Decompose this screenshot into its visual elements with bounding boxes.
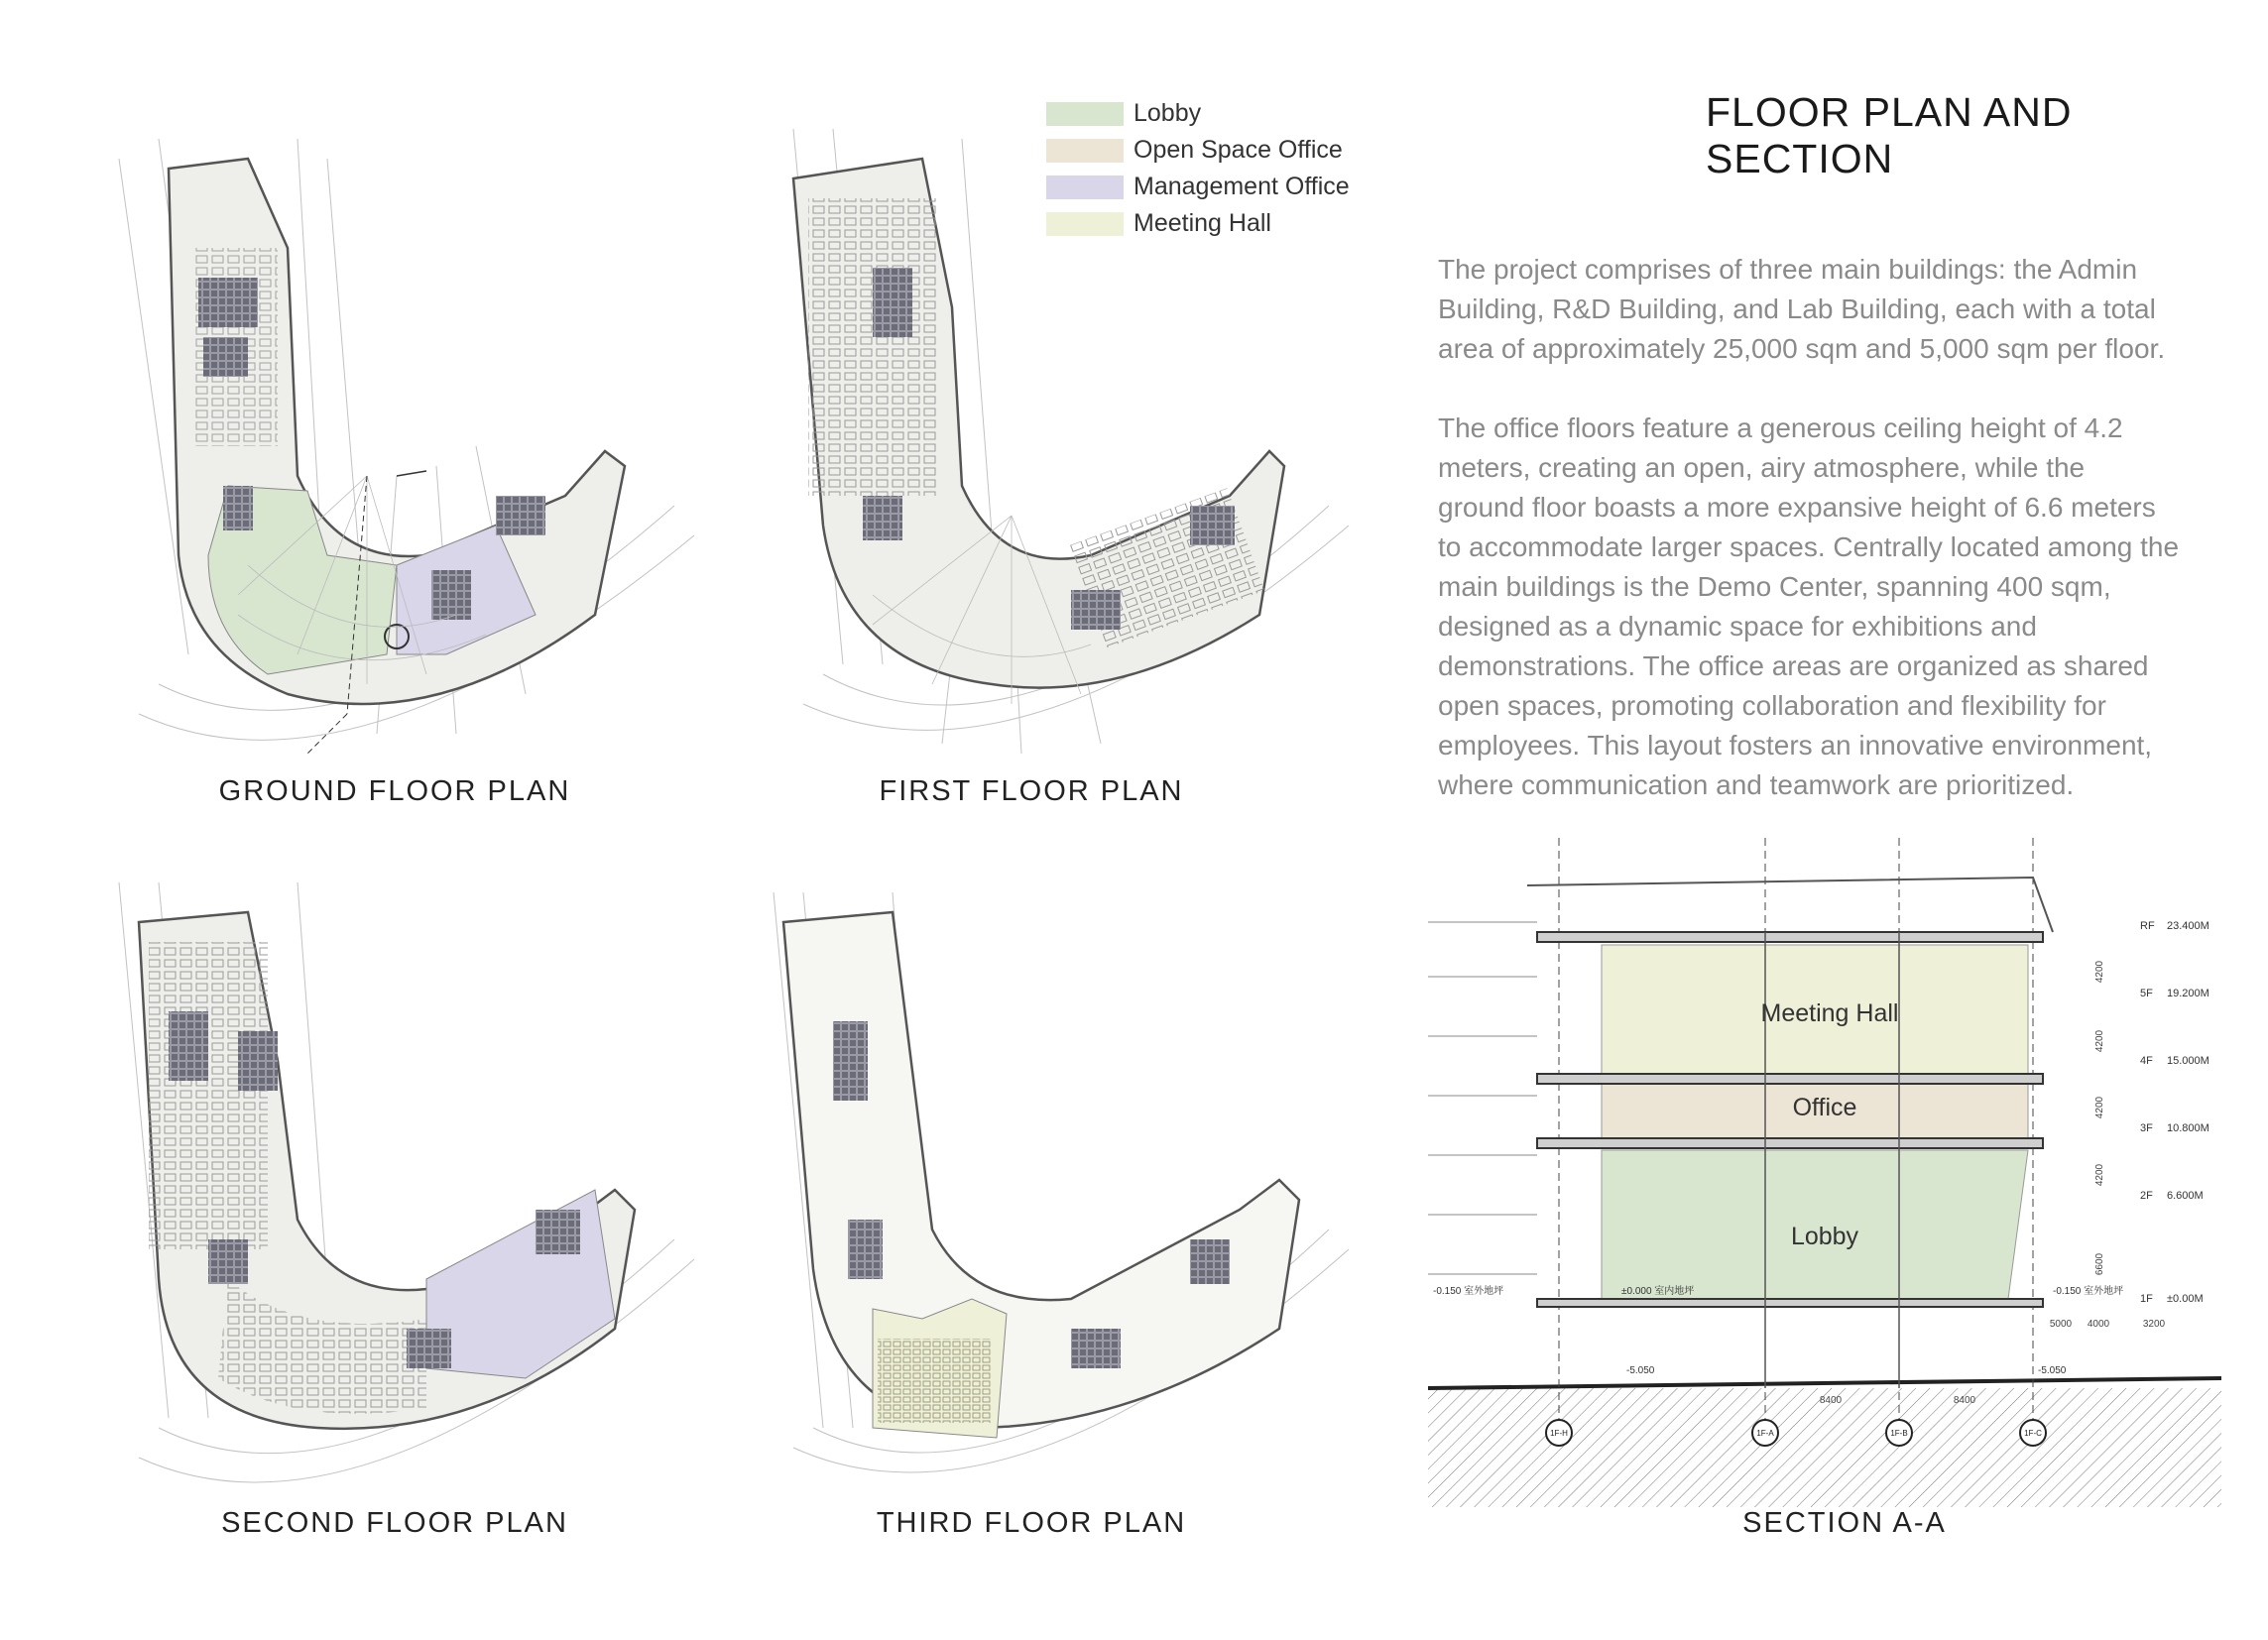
meeting-hall-label: Meeting Hall [1760,999,1899,1027]
level-elev: 6.600M [2167,1190,2204,1202]
dimension-text: 6600 [2094,1252,2105,1276]
paragraph-line: meters, creating an open, airy atmosphere, while the [1438,452,2086,483]
ground-hatch [1428,1388,2221,1507]
axis-label: 1F-C [2024,1429,2042,1438]
legend-label: Open Space Office [1134,136,1343,164]
third-floor-plan [754,873,1369,1507]
spot-level: -0.150 室外地坪 [2053,1286,2124,1297]
paragraph-line: where communication and teamwork are prioritized. [1438,769,2075,800]
dimension-text: 4200 [2094,1096,2105,1119]
paragraph-line: designed as a dynamic space for exhibitions and [1438,611,2037,642]
first-floor-plan [764,109,1378,763]
spot-level: ±0.000 室内地坪 [1621,1286,1695,1297]
dimension-text: 3200 [2142,1319,2166,1330]
dimension-text: 4200 [2094,1029,2105,1053]
paragraph-line: to accommodate larger spaces. Centrally located among the [1438,531,2180,562]
second-floor-plan [99,863,734,1517]
level-elev: 19.200M [2167,988,2209,999]
dimension-text: 8400 [1819,1395,1843,1406]
level-elev: 23.400M [2167,920,2209,932]
legend-label: Meeting Hall [1134,209,1271,237]
first-floor-plan-label: FIRST FLOOR PLAN [879,775,1184,807]
axis-label: 1F-A [1756,1429,1774,1438]
description-paragraph-2 [1438,409,2251,805]
section-a-a [1428,838,2241,1512]
level-floor: 1F [2140,1293,2153,1305]
level-floor: RF [2140,920,2155,932]
paragraph-line: Building, R&D Building, and Lab Building, each with a total [1438,293,2156,324]
level-elev: 10.800M [2167,1122,2209,1134]
dimension-text: 4200 [2094,960,2105,984]
legend-label: Management Office [1134,173,1350,200]
second-floor-plan-label: SECOND FLOOR PLAN [221,1507,568,1539]
level-floor: 5F [2140,988,2153,999]
paragraph-line: The project comprises of three main buildings: the Admin [1438,254,2138,285]
dimension-text: 8400 [1953,1395,1976,1406]
paragraph-line: employees. This layout fosters an innovative environment, [1438,730,2153,761]
legend-label: Lobby [1134,99,1202,127]
third-floor-plan-label: THIRD FLOOR PLAN [876,1507,1187,1539]
ground-floor-plan-label: GROUND FLOOR PLAN [218,775,571,807]
paragraph-line: demonstrations. The office areas are organized as shared [1438,650,2149,681]
level-floor: 3F [2140,1122,2153,1134]
ground-floor-plan [99,99,734,773]
level-floor: 4F [2140,1055,2153,1067]
core [198,278,258,327]
paragraph-line: The office floors feature a generous ceiling height of 4.2 [1438,412,2123,443]
dimension-text: 4200 [2094,1163,2105,1187]
spot-level: -5.050 [1626,1365,1655,1376]
paragraph-line: open spaces, promoting collaboration and flexibility for [1438,690,2106,721]
spot-level: -5.050 [2038,1365,2067,1376]
section-label: SECTION A-A [1742,1507,1947,1539]
axis-label: 1F-H [1550,1429,1568,1438]
spot-level: -0.150 室外地坪 [1433,1286,1504,1297]
paragraph-line: ground floor boasts a more expansive height of 6.6 meters [1438,492,2156,523]
lobby-label: Lobby [1790,1223,1859,1250]
description-paragraph-1 [1438,250,2251,369]
level-elev: 15.000M [2167,1055,2209,1067]
level-floor: 2F [2140,1190,2153,1202]
paragraph-line: main buildings is the Demo Center, spanning 400 sqm, [1438,571,2111,602]
paragraph-line: area of approximately 25,000 sqm and 5,000 sqm per floor. [1438,333,2166,364]
dimension-text: 5000 [2049,1319,2073,1330]
axis-label: 1F-B [1890,1429,1908,1438]
office-label: Office [1792,1094,1857,1121]
dimension-text: 4000 [2087,1319,2110,1330]
level-elev: ±0.00M [2167,1293,2204,1305]
page-title: FLOOR PLAN AND SECTION [1706,89,2073,181]
